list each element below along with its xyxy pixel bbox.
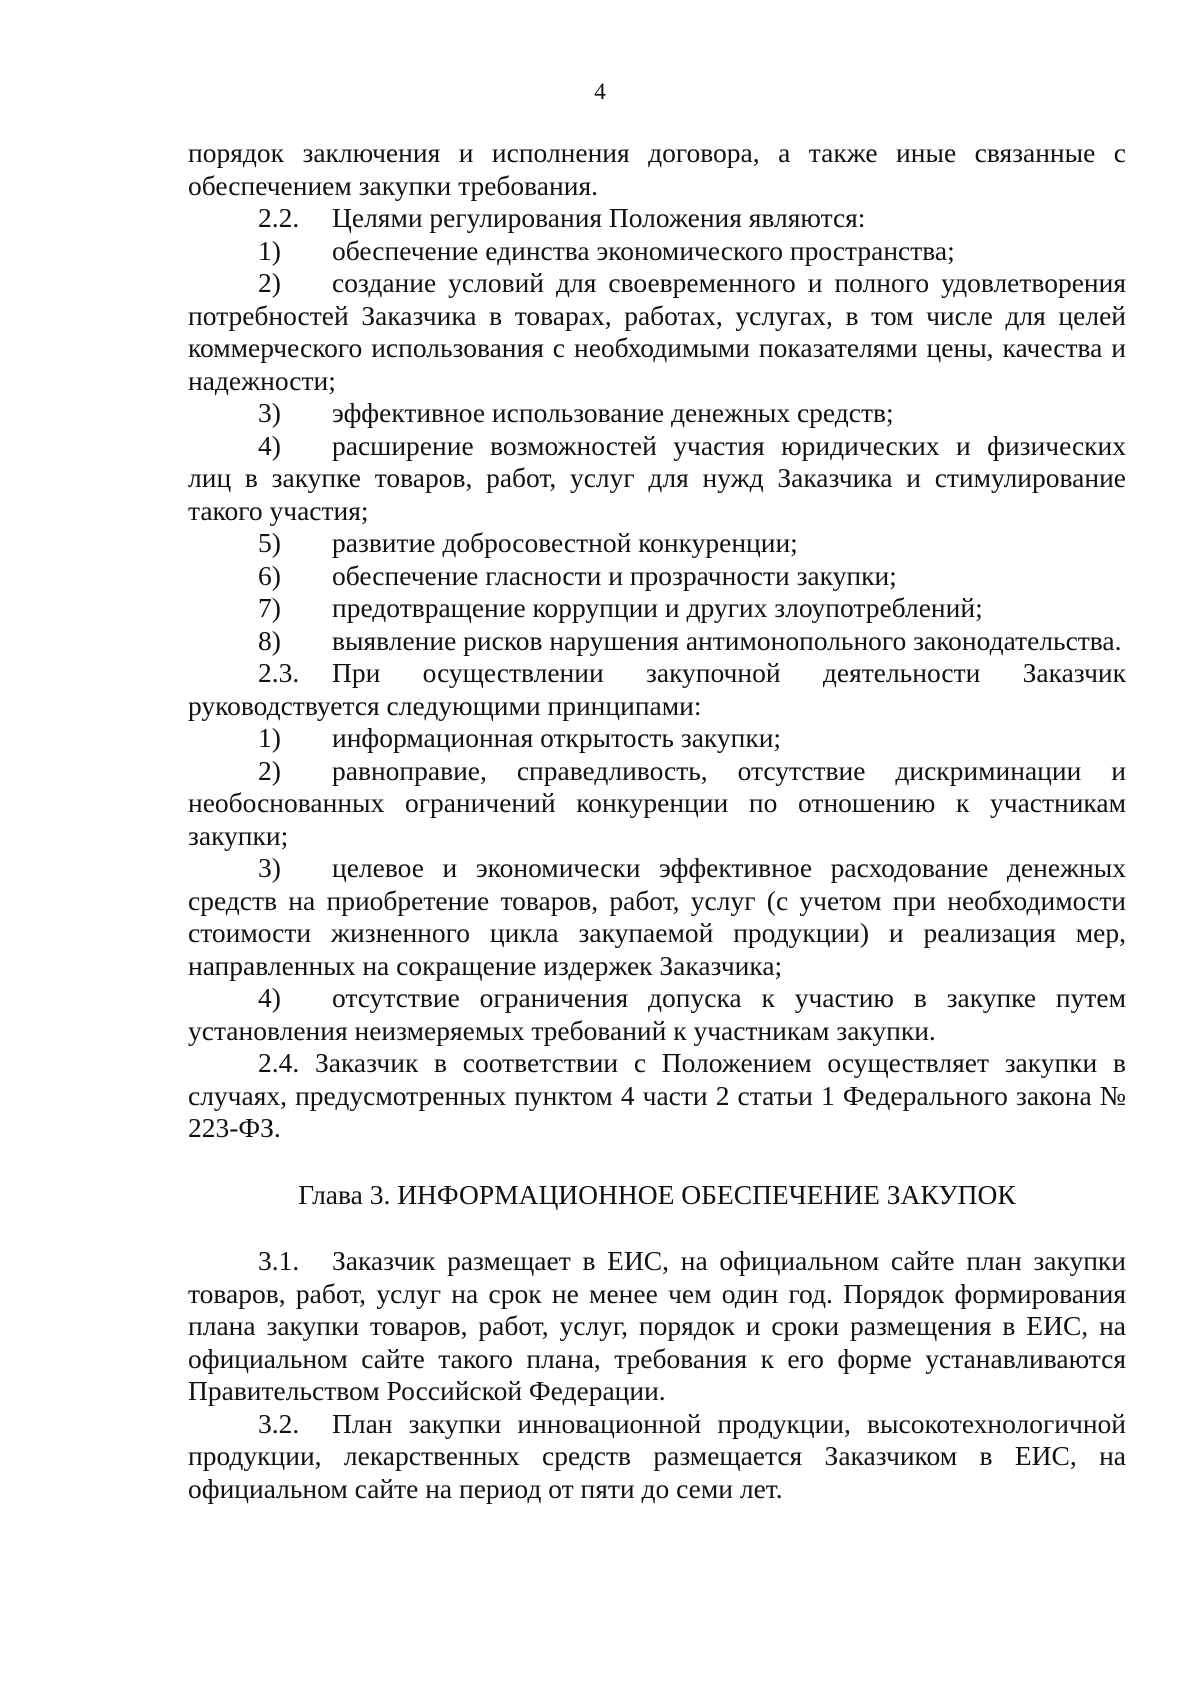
item-text: информационная открытость закупки; bbox=[332, 722, 782, 753]
item-number: 1) bbox=[258, 722, 281, 753]
item-text: создание условий для своевременного и полного удовлетворения потребностей Заказчика в товарах, работах, услугах, в том числе для целей коммерческого использования с необходимыми показателями цены, качества и надежности; bbox=[188, 267, 1126, 396]
clause-3-1 bbox=[188, 1245, 1126, 1408]
item-text: предотвращение коррупции и других злоупотреблений; bbox=[332, 592, 983, 623]
item-number: 1) bbox=[258, 234, 281, 266]
list-item bbox=[188, 430, 1126, 528]
item-number: 7) bbox=[258, 592, 281, 623]
item-text: равноправие, справедливость, отсутствие дискриминации и необоснованных ограничений конкуренции по отношению к участникам закупки; bbox=[188, 754, 1126, 851]
list-item bbox=[188, 267, 1126, 397]
item-text: выявление рисков нарушения антимонопольного законодательства. bbox=[332, 624, 1122, 656]
item-text: обеспечение гласности и прозрачности закупки; bbox=[332, 559, 897, 591]
item-text: обеспечение единства экономического пространства; bbox=[332, 234, 955, 266]
chapter-3-title: Глава 3. ИНФОРМАЦИОННОЕ ОБЕСПЕЧЕНИЕ ЗАКУПОК bbox=[298, 1178, 1016, 1210]
item-text: расширение возможностей участия юридических и физических лиц в закупке товаров, работ, услуг для нужд Заказчика и стимулирование такого участия; bbox=[188, 429, 1126, 526]
clause-text: План закупки инновационной продукции, высокотехнологичной продукции, лекарственных средств размещается Заказчиком в ЕИС, на официальном сайте на период от пяти до семи лет. bbox=[188, 1407, 1126, 1504]
item-text: развитие добросовестной конкуренции; bbox=[332, 527, 798, 558]
clause-text: Заказчик размещает в ЕИС, на официальном сайте план закупки товаров, работ, услуг на срок не менее чем один год. Порядок формирования плана закупки товаров, работ, услуг, порядок и сроки размещения в ЕИС, на официальном сайте такого плана, требования к его форме устанавливаются Правительством Российской Федерации. bbox=[188, 1245, 1126, 1406]
item-number: 2) bbox=[258, 754, 281, 786]
clause-2-2 bbox=[188, 202, 1126, 235]
clause-text: Целями регулирования Положения являются: bbox=[332, 202, 866, 233]
item-number: 3) bbox=[258, 397, 281, 428]
clause-2-3 bbox=[188, 657, 1126, 722]
list-item bbox=[188, 852, 1126, 982]
list-item bbox=[188, 235, 1126, 268]
clause-number: 2.2. bbox=[258, 202, 300, 233]
item-number: 4) bbox=[258, 982, 281, 1013]
page-number: 4 bbox=[594, 79, 606, 104]
item-number: 2) bbox=[258, 267, 281, 298]
list-item bbox=[188, 560, 1126, 593]
clause-2-4: 2.4. Заказчик в соответствии с Положением осуществляет закупки в случаях, предусмотренных пунктом 4 части 2 статьи 1 Федерального закона № 223-ФЗ. bbox=[188, 1047, 1126, 1143]
item-text: отсутствие ограничения допуска к участию в закупке путем установления неизмеряемых требований к участникам закупки. bbox=[188, 982, 1126, 1046]
list-item bbox=[188, 397, 1126, 430]
item-number: 3) bbox=[258, 852, 281, 883]
clause-text: При осуществлении закупочной деятельности Заказчик руководствуется следующими принципами: bbox=[188, 657, 1126, 721]
list-item bbox=[188, 592, 1126, 625]
list-item bbox=[188, 625, 1126, 658]
item-number: 5) bbox=[258, 527, 281, 558]
item-text: эффективное использование денежных средств; bbox=[332, 397, 894, 428]
item-text: целевое и экономически эффективное расходование денежных средств на приобретение товаров, работ, услуг (с учетом при необходимости стоимости жизненного цикла закупаемой продукции) и реализация мер, направленных на сокращение издержек Заказчика; bbox=[188, 852, 1126, 981]
list-item bbox=[188, 755, 1126, 853]
list-item bbox=[188, 527, 1126, 560]
clause-number: 3.1. bbox=[258, 1245, 300, 1276]
intro-paragraph: порядок заключения и исполнения договора, а также иные связанные с обеспечением закупки требования. bbox=[188, 137, 1126, 201]
list-item bbox=[188, 722, 1126, 755]
clause-number: 2.3. bbox=[258, 657, 300, 688]
clause-number: 3.2. bbox=[258, 1407, 300, 1439]
list-item bbox=[188, 982, 1126, 1047]
item-number: 6) bbox=[258, 559, 281, 591]
item-number: 8) bbox=[258, 624, 281, 656]
document-body bbox=[188, 137, 1126, 1505]
item-number: 4) bbox=[258, 429, 281, 461]
clause-3-2 bbox=[188, 1408, 1126, 1506]
